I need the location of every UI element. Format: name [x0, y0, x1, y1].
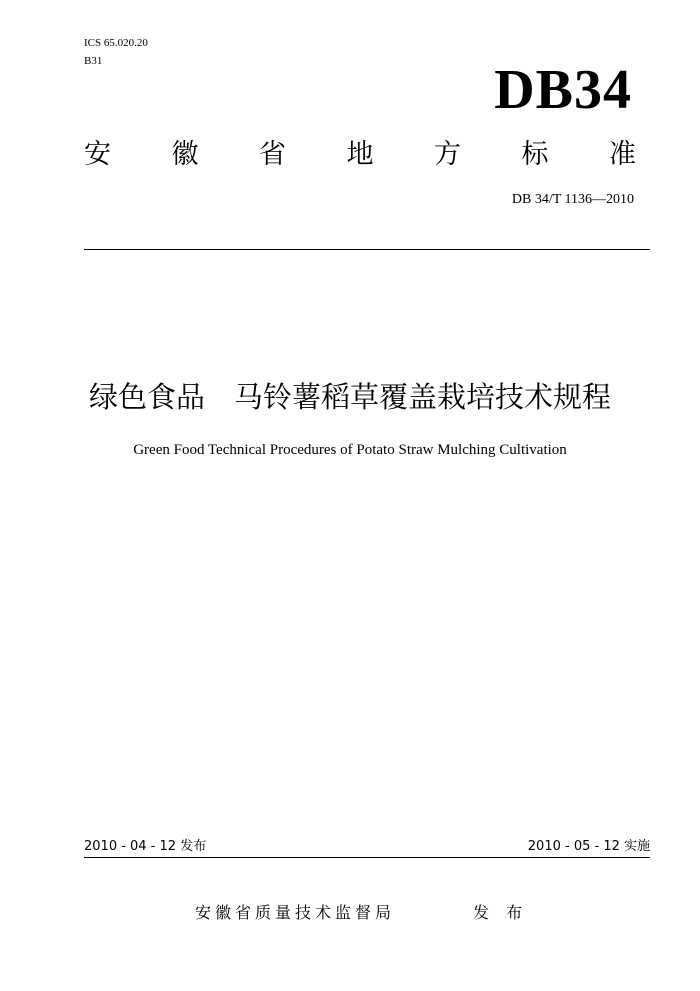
- footer-divider: [84, 857, 650, 858]
- document-title-english: Green Food Technical Procedures of Potato Straw Mulching Cultivation: [133, 442, 567, 458]
- standard-type-char: 省: [259, 139, 286, 170]
- standard-type-char: 地: [346, 139, 374, 170]
- standard-type-char: 安: [84, 139, 111, 170]
- header-divider: [84, 249, 650, 250]
- standard-type-char: 徽: [171, 139, 199, 170]
- issue-date: 2010 - 04 - 12 发布: [84, 839, 207, 854]
- ics-code: ICS 65.020.20: [84, 37, 148, 49]
- standard-number: DB 34/T 1136—2010: [511, 192, 634, 207]
- standard-type-char: 准: [609, 139, 636, 170]
- publish-label: 发 布: [473, 903, 529, 922]
- standard-type-heading: [84, 138, 636, 172]
- document-title-chinese: 绿色食品 马铃薯稻草覆盖栽培技术规程: [88, 380, 611, 414]
- standard-logo: DB34: [494, 59, 632, 121]
- publisher-name: 安徽省质量技术监督局: [195, 903, 396, 922]
- classification-code: B31: [84, 55, 103, 67]
- standard-type-char: 方: [434, 139, 461, 170]
- implementation-date: 2010 - 05 - 12 实施: [527, 839, 650, 854]
- standard-type-char: 标: [521, 139, 549, 170]
